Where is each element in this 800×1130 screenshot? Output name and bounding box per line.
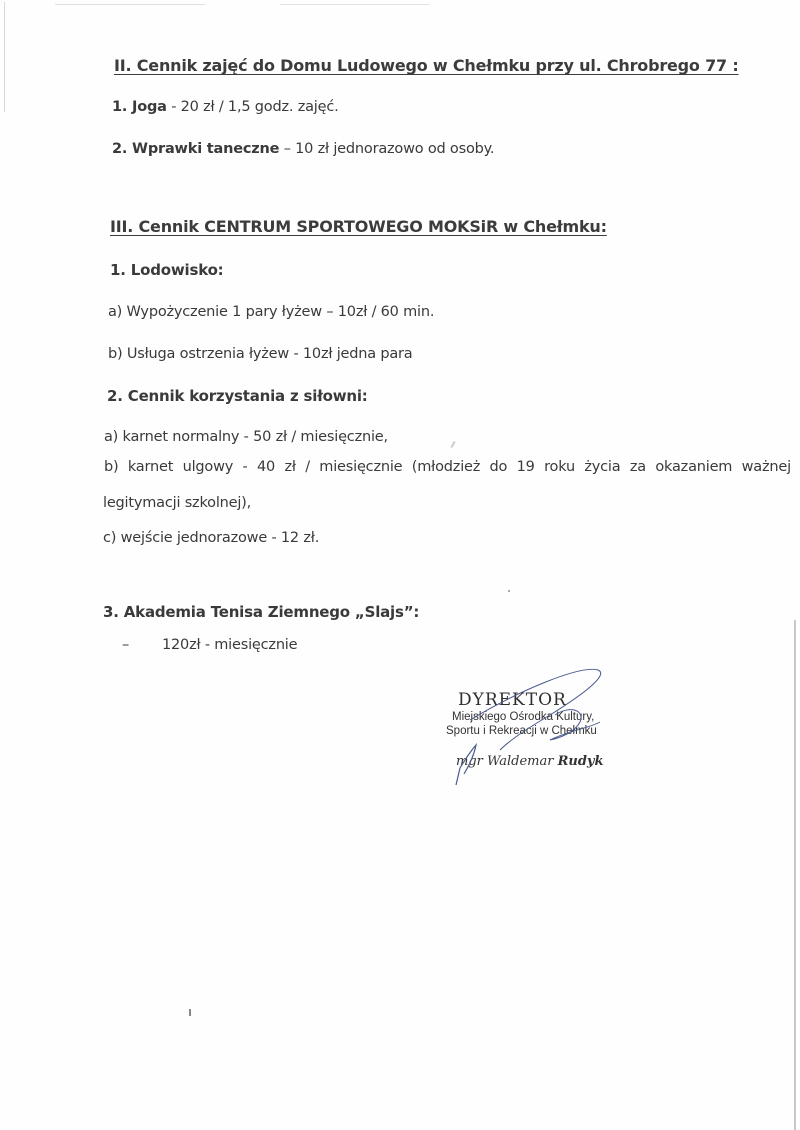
gym-item-continued: legitymacji szkolnej), bbox=[103, 495, 252, 511]
price-item-dance bbox=[112, 141, 494, 157]
bullet-dash: – bbox=[122, 637, 130, 653]
director-stamp bbox=[446, 690, 630, 800]
section-3-heading: III. Cennik CENTRUM SPORTOWEGO MOKSiR w Chełmku: bbox=[110, 217, 607, 236]
scan-edge-artifact bbox=[280, 4, 430, 5]
ice-rink-title: 1. Lodowisko: bbox=[110, 261, 224, 279]
ice-rink-item: b) Usługa ostrzenia łyżew - 10zł jedna para bbox=[108, 346, 413, 362]
scan-edge-artifact bbox=[4, 2, 5, 112]
item-price: – 10 zł jednorazowo od osoby. bbox=[279, 141, 495, 157]
tennis-price: 120zł - miesięcznie bbox=[162, 637, 298, 653]
gym-item: a) karnet normalny - 50 zł / miesięcznie, bbox=[104, 429, 388, 445]
stamp-org-line-2: Sportu i Rekreacji w Chełmku bbox=[446, 725, 597, 737]
section-2-heading: II. Cennik zajęć do Domu Ludowego w Chełmku przy ul. Chrobrego 77 : bbox=[114, 56, 739, 75]
signatory-surname: Rudyk bbox=[557, 754, 604, 769]
signatory-name bbox=[456, 754, 603, 769]
signatory-prefix: mgr Waldemar bbox=[456, 754, 558, 769]
tennis-title: 3. Akademia Tenisa Ziemnego „Slajs”: bbox=[103, 603, 420, 621]
gym-item: c) wejście jednorazowe - 12 zł. bbox=[103, 530, 320, 546]
gym-title: 2. Cennik korzystania z siłowni: bbox=[107, 387, 368, 405]
stamp-title: DYREKTOR bbox=[458, 690, 567, 710]
scan-edge-artifact bbox=[55, 4, 205, 5]
stamp-org-line-1: Miejskiego Ośrodka Kultury, bbox=[452, 711, 595, 723]
scan-speck bbox=[189, 1009, 191, 1016]
scan-edge-artifact bbox=[794, 620, 796, 1130]
gym-item: b) karnet ulgowy - 40 zł / miesięcznie (młodzież do 19 roku życia za okazaniem ważnej bbox=[104, 459, 791, 475]
scan-speck bbox=[508, 590, 510, 592]
item-label: 2. Wprawki taneczne bbox=[112, 141, 280, 157]
item-price: - 20 zł / 1,5 godz. zajęć. bbox=[166, 99, 339, 115]
scan-speck bbox=[450, 441, 455, 448]
price-item-yoga bbox=[112, 99, 339, 115]
tennis-item bbox=[122, 637, 297, 653]
item-label: 1. Joga bbox=[112, 99, 167, 115]
ice-rink-item: a) Wypożyczenie 1 pary łyżew – 10zł / 60 min. bbox=[108, 304, 435, 320]
